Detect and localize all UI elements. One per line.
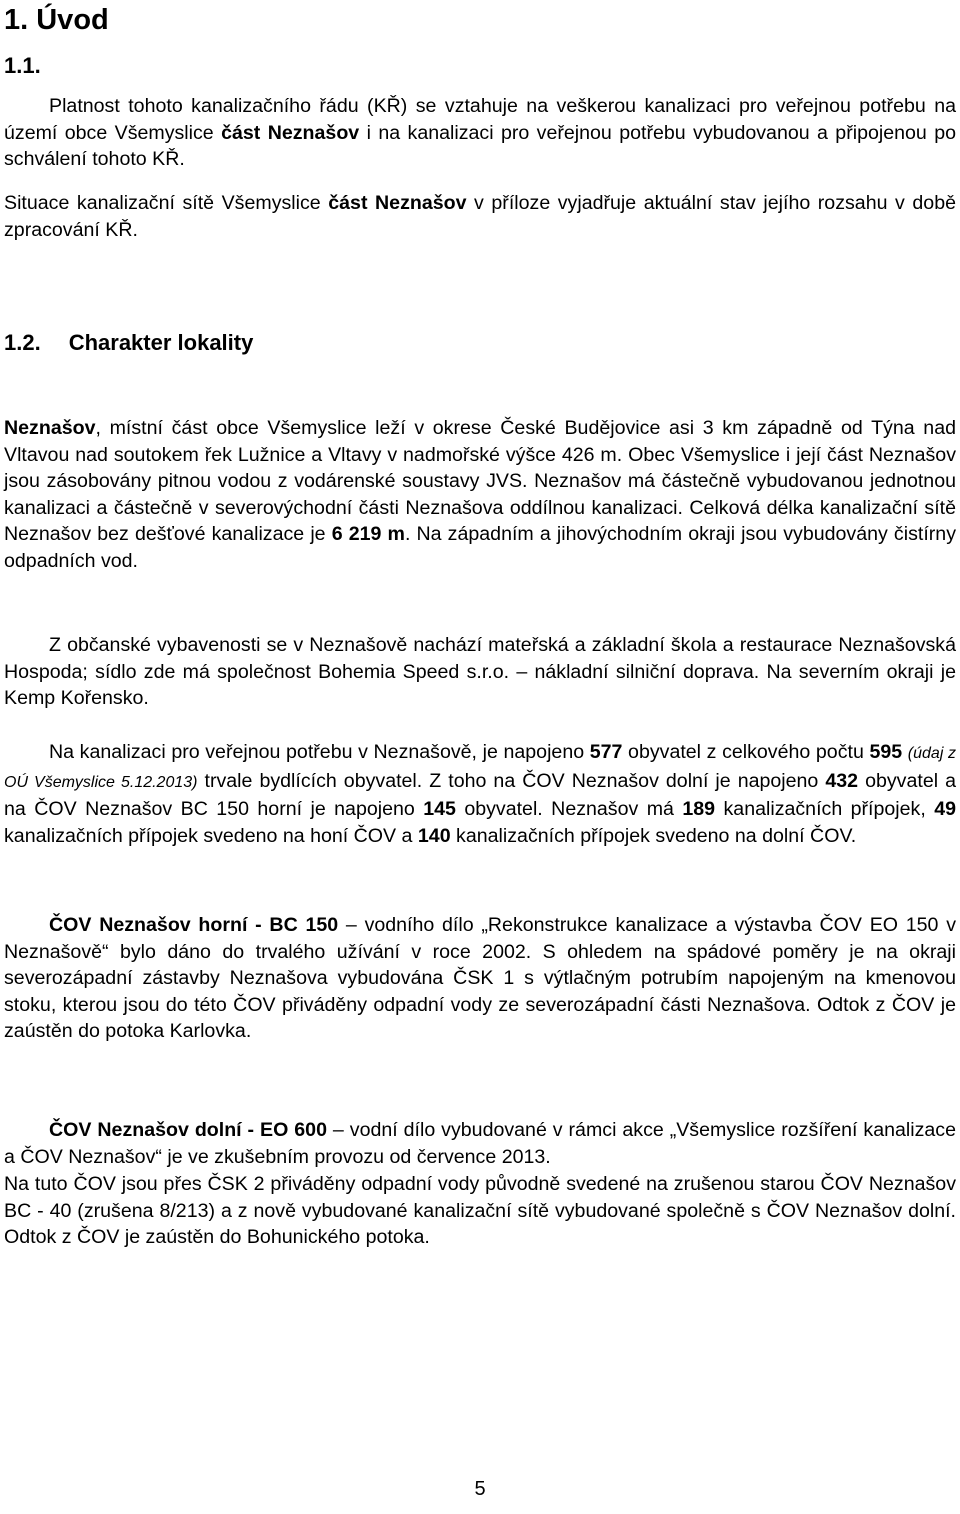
p3-text-2: . Na západním a jihovýchodním okraji jsou vybudovány čistírny odpadních vod. — [4, 523, 956, 572]
paragraph-cov-horni — [4, 912, 956, 1045]
p1-text-2: i na kanalizaci pro veřejnou potřebu vybudovanou a připojenou po schválení tohoto KŘ. — [4, 121, 957, 171]
p5-text-5: obyvatel a na ČOV Neznašov BC 150 horní je napojeno — [4, 769, 956, 821]
heading-1-2 — [4, 329, 253, 357]
p2-text-2: v příloze vyjadřuje aktuální stav jejího rozsahu v době zpracování KŘ. — [4, 192, 956, 241]
p7-bold-1: ČOV Neznašov dolní - EO 600 — [49, 1119, 327, 1141]
p5-text-8: kanalizačních přípojek svedeno na honí ČOV a — [4, 824, 418, 847]
p5-text-6: obyvatel. Neznašov má — [455, 798, 683, 821]
heading-1-2-number: 1.2. — [4, 330, 41, 355]
p5-text-2: obyvatel z celkového počtu — [622, 741, 870, 763]
heading-1-1: 1.1. — [4, 53, 41, 78]
p5-bold-2: 595 — [869, 741, 903, 763]
p5-text-7: kanalizačních přípojek, — [715, 798, 935, 821]
p1-bold-1: část Neznašov — [221, 121, 360, 144]
p3-bold-2: 6 219 m — [331, 523, 405, 546]
p5-bold-4: 145 — [423, 798, 456, 821]
p5-text-1: Na kanalizaci pro veřejnou potřebu v Neznašově, je napojeno — [49, 741, 590, 763]
p3-text-1: , místní část obce Všemyslice leží v okrese České Budějovice asi 3 km západně od Týna nad Vltavou nad soutokem řek Lužnice a Vltavy v nadmořské výšce 426 m. Obec Všemyslice i její část Neznašov jsou zásobovány pitnou vodou z vodárenské soustavy JVS. Neznašov má částečně vybudovanou jednotnou kanalizaci a částečně v severovýchodní části Neznašova oddílnou kanalizaci. Celková délka kanalizační sítě Neznašov bez dešťové kanalizace je — [4, 417, 956, 546]
paragraph-napojeni — [4, 739, 956, 849]
p6-text-1: – vodního dílo „Rekonstrukce kanalizace a výstavba ČOV EO 150 v Neznašově“ bylo dáno do trvalého užívání v roce 2002. S ohledem na spádové poměry je na okraji severozápadní zástavby Neznašova vybudována ČSK 1 s výtlačným potrubím napojeným na kmenovou stoku, kterou jsou do této ČOV přiváděny odpadní vody ze severozápadní části Neznašova. Odtok z ČOV je zaústěn do potoka Karlovka. — [4, 914, 956, 1043]
p5-bold-5: 189 — [682, 798, 716, 821]
p8-text-1: Na tuto ČOV jsou přes ČSK 2 přiváděny odpadní vody původně svedené na zrušenou starou ČOV Neznašov BC - 40 (zrušena 8/213) a z nově vybudované kanalizační sítě vybudované společně s ČOV Neznašov dolní. Odtok z ČOV je zaústěn do Bohunického potoka. — [4, 1173, 956, 1249]
p7-text-1: – vodní dílo vybudované v rámci akce „Všemyslice rozšíření kanalizace a ČOV Neznašov“ je ve zkušebním provozu od července 2013. — [4, 1119, 956, 1168]
page-number-text: 5 — [474, 1478, 486, 1500]
p3-bold-1: Neznašov — [4, 417, 96, 439]
p1-text-1: Platnost tohoto kanalizačního řádu (KŘ) se vztahuje na veškerou kanalizaci pro veřejnou potřebu na území obce Všemyslice — [4, 95, 956, 144]
p5-bold-6: 49 — [934, 798, 957, 821]
paragraph-cov-dolni — [4, 1117, 956, 1170]
heading-uvod: 1. Úvod — [4, 4, 109, 36]
p5-bold-3: 432 — [825, 769, 859, 792]
paragraph-vybavenost — [4, 632, 956, 712]
paragraph-situace — [4, 190, 956, 243]
p2-bold-1: část Neznašov — [328, 192, 467, 214]
p5-text-9: kanalizačních přípojek svedeno na dolní ČOV. — [450, 824, 857, 847]
p6-bold-1: ČOV Neznašov horní - BC 150 — [49, 914, 339, 936]
p5-bold-1: 577 — [589, 741, 623, 763]
p5-bold-7: 140 — [417, 824, 451, 847]
heading-1-2-title: Charakter lokality — [68, 330, 254, 355]
p5-italic-1: (údaj z OÚ Všemyslice 5.12.2013) — [4, 745, 956, 791]
p2-text-1: Situace kanalizační sítě Všemyslice — [4, 192, 329, 214]
p4-text-1: Z občanské vybavenosti se v Neznašově nachází mateřská a základní škola a restaurace Neznašovská Hospoda; sídlo zde má společnost Bohemia Speed s.r.o. – nákladní silniční doprava. Na severním okraji je Kemp Kořensko. — [4, 634, 956, 710]
paragraph-na-tuto-cov — [4, 1171, 956, 1251]
paragraph-neznasov — [4, 415, 956, 575]
paragraph-platnost — [4, 93, 956, 173]
p5-text-4: trvale bydlících obyvatel. Z toho na ČOV Neznašov dolní je napojeno — [197, 769, 826, 792]
page-number — [0, 1476, 960, 1502]
